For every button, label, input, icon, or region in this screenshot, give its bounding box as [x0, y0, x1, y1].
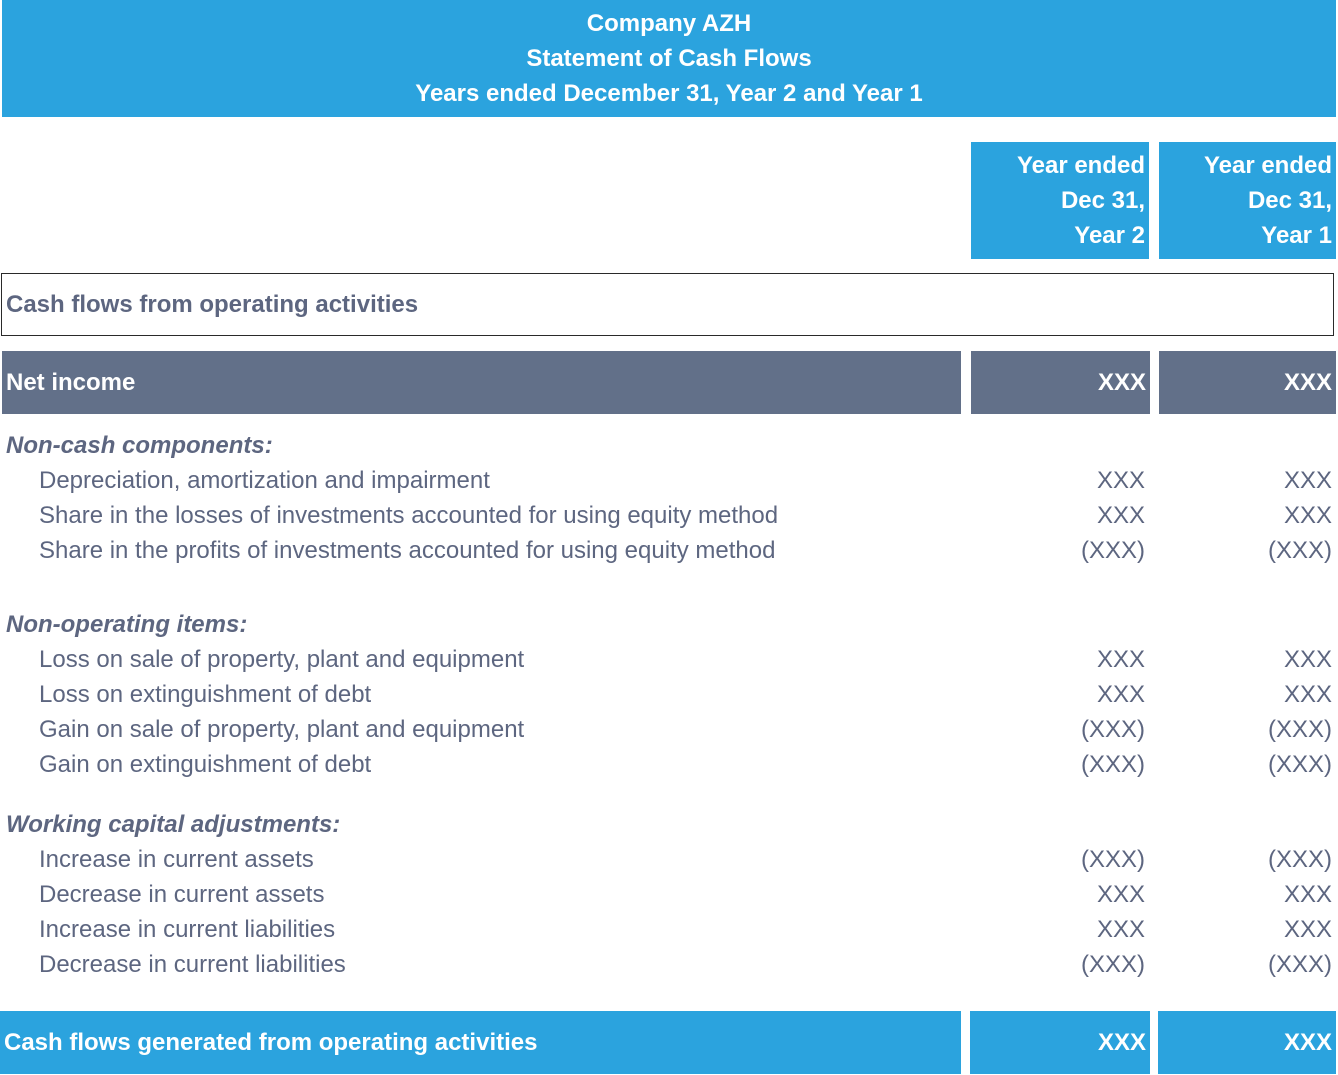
column-header-line: Year ended [1203, 152, 1332, 179]
statement-name: Statement of Cash Flows [526, 45, 812, 72]
line-item-value-year-1: XXX [1283, 916, 1332, 943]
line-item-value-year-2: XXX [1096, 916, 1145, 943]
group-heading-non-cash-components: Non-cash components: [6, 432, 273, 459]
group-heading-working-capital-adjustments: Working capital adjustments: [6, 811, 341, 838]
line-item-value-year-2: (XXX) [1080, 951, 1145, 978]
column-header-line: Year 2 [1074, 222, 1145, 249]
column-header-line: Dec 31, [1060, 187, 1145, 214]
total-operating-cash-flow-year-1: XXX [1158, 1011, 1336, 1074]
line-item-value-year-2: (XXX) [1080, 846, 1145, 873]
line-item-label: Depreciation, amortization and impairment [39, 467, 490, 494]
line-item-label: Decrease in current liabilities [39, 951, 346, 978]
line-item-value-year-1: (XXX) [1267, 537, 1332, 564]
line-item-value-year-2: XXX [1096, 467, 1145, 494]
line-item-value-year-2: (XXX) [1080, 751, 1145, 778]
line-item-label: Loss on extinguishment of debt [39, 681, 372, 708]
line-item-value-year-2: (XXX) [1080, 716, 1145, 743]
line-item-value-year-2: XXX [1096, 881, 1145, 908]
column-header-year-2 [971, 142, 1149, 259]
line-item-label: Increase in current liabilities [39, 916, 336, 943]
line-item-label: Increase in current assets [39, 846, 314, 873]
column-header-year-1 [1159, 142, 1336, 259]
line-item-value-year-1: XXX [1283, 881, 1332, 908]
line-item-value-year-1: XXX [1283, 502, 1332, 529]
section-title-operating-activities: Cash flows from operating activities [1, 273, 1334, 336]
statement-period: Years ended December 31, Year 2 and Year 1 [415, 80, 923, 107]
statement-title-bar [2, 0, 1336, 117]
company-name: Company AZH [586, 10, 752, 37]
column-header-line: Year 1 [1261, 222, 1332, 249]
line-item-value-year-1: (XXX) [1267, 846, 1332, 873]
line-item-label: Loss on sale of property, plant and equipment [39, 646, 525, 673]
line-item-label: Share in the profits of investments accounted for using equity method [39, 537, 776, 564]
group-heading-non-operating-items: Non-operating items: [6, 611, 248, 638]
net-income-value-year-1: XXX [1159, 351, 1336, 414]
column-header-line: Dec 31, [1247, 187, 1332, 214]
line-item-label: Gain on extinguishment of debt [39, 751, 372, 778]
line-item-value-year-1: XXX [1283, 467, 1332, 494]
total-operating-cash-flow-year-2: XXX [970, 1011, 1150, 1074]
total-operating-cash-flow-label: Cash flows generated from operating activities [0, 1011, 961, 1074]
line-item-value-year-1: (XXX) [1267, 751, 1332, 778]
line-item-label: Gain on sale of property, plant and equipment [39, 716, 525, 743]
line-item-value-year-1: (XXX) [1267, 951, 1332, 978]
line-item-label: Decrease in current assets [39, 881, 325, 908]
net-income-value-year-2: XXX [971, 351, 1150, 414]
line-item-value-year-2: XXX [1096, 681, 1145, 708]
line-item-value-year-2: (XXX) [1080, 537, 1145, 564]
line-item-value-year-1: XXX [1283, 646, 1332, 673]
line-item-value-year-1: (XXX) [1267, 716, 1332, 743]
line-item-value-year-1: XXX [1283, 681, 1332, 708]
line-item-label: Share in the losses of investments accounted for using equity method [39, 502, 779, 529]
net-income-label: Net income [2, 351, 961, 414]
line-item-value-year-2: XXX [1096, 502, 1145, 529]
column-header-line: Year ended [1016, 152, 1145, 179]
line-item-value-year-2: XXX [1096, 646, 1145, 673]
